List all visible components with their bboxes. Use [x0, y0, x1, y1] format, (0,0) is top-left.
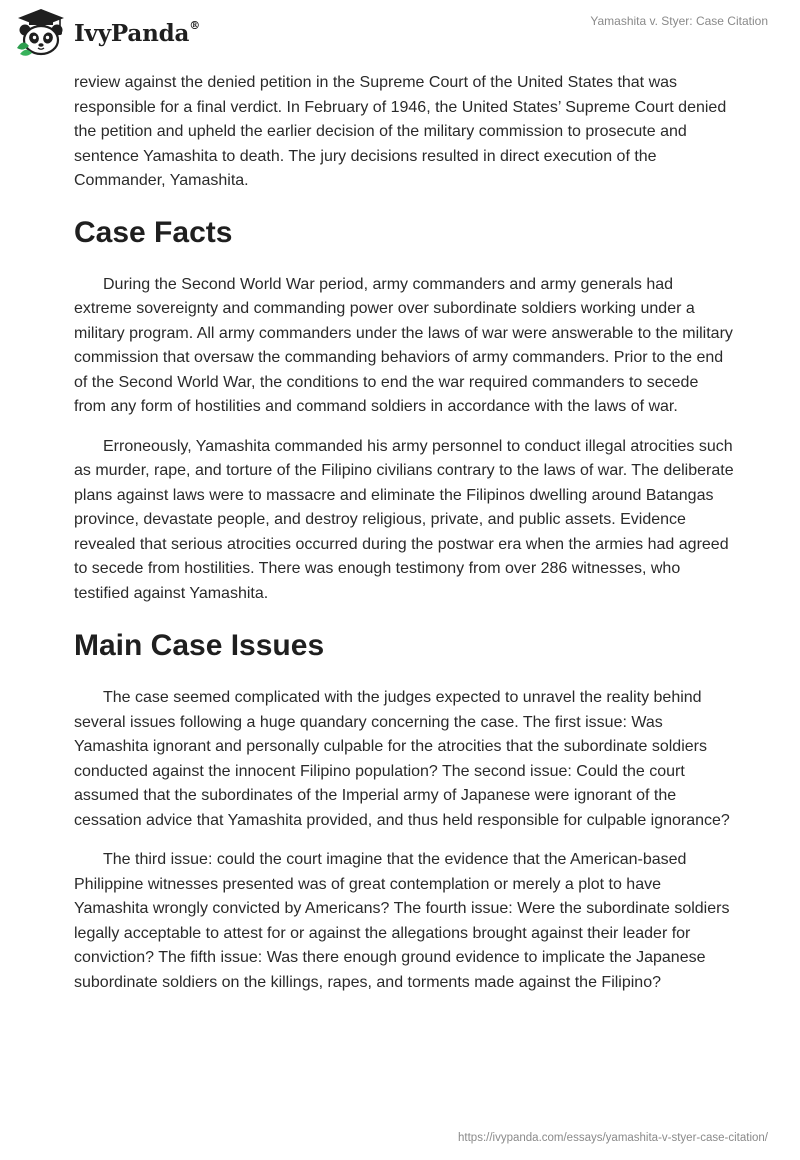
essay-content — [74, 71, 734, 995]
document-title: Yamashita v. Styer: Case Citation — [590, 14, 768, 28]
panda-graduate-icon — [14, 8, 68, 56]
source-url[interactable]: https://ivypanda.com/essays/yamashita-v-styer-case-citation/ — [458, 1132, 768, 1144]
section-heading-main-case-issues: Main Case Issues — [74, 629, 325, 662]
ivypanda-logo[interactable] — [14, 8, 200, 56]
page-header — [0, 0, 800, 64]
logo-wordmark: IvyPanda® — [74, 18, 200, 47]
case-facts-paragraph-1: During the Second World War period, army commanders and army generals had extreme sovereignty and commanding power over subordinate soldiers working under a military program. All army commanders under the laws of war were answerable to the military commission that oversaw the commanding behaviors of army commanders. Prior to the end of the Second World War, the conditions to end the war required commanders to secede from any form of hostilities and command soldiers in accordance with the laws of war. — [74, 275, 733, 415]
main-issues-paragraph-2: The third issue: could the court imagine that the evidence that the American-based Philippine witnesses presented was of great contemplation or merely a plot to have Yamashita wrongly convicted by Americans? The fourth issue: Were the subordinate soldiers legally acceptable to attest for or against the allegations brought against their leader for conviction? The fifth issue: Was there enough ground evidence to implicate the Japanese subordinate soldiers on the killings, rapes, and torments made against the Filipino? — [74, 851, 730, 991]
section-heading-case-facts: Case Facts — [74, 215, 233, 249]
main-issues-paragraph-1: The case seemed complicated with the judges expected to unravel the reality behind several issues following a huge quandary concerning the case. The first issue: Was Yamashita ignorant and personally culpable for the atrocities that the subordinate soldiers conducted against the innocent Filipino population? The second issue: Could the court assumed that the subordinates of the Imperial army of Japanese were ignorant of the cessation advice that Yamashita provided, and thus held responsible for culpable ignorance? — [74, 689, 730, 829]
intro-paragraph: review against the denied petition in the Supreme Court of the United States that was responsible for a final verdict. In February of 1946, the United States’ Supreme Court denied the petition and upheld the earlier decision of the military commission to prosecute and sentence Yamashita to death. The jury decisions resulted in direct execution of the Commander, Yamashita. — [74, 74, 727, 189]
case-facts-paragraph-2: Erroneously, Yamashita commanded his army personnel to conduct illegal atrocities such as murder, rape, and torture of the Filipino civilians contrary to the laws of war. The deliberate plans against laws were to massacre and eliminate the Filipinos dwelling around Batangas province, devastate people, and destroy religious, private, and public assets. Evidence revealed that serious atrocities occurred during the postwar era when the armies had agreed to secede from hostilities. There was enough testimony from over 286 witnesses, who testified against Yamashita. — [74, 437, 734, 602]
